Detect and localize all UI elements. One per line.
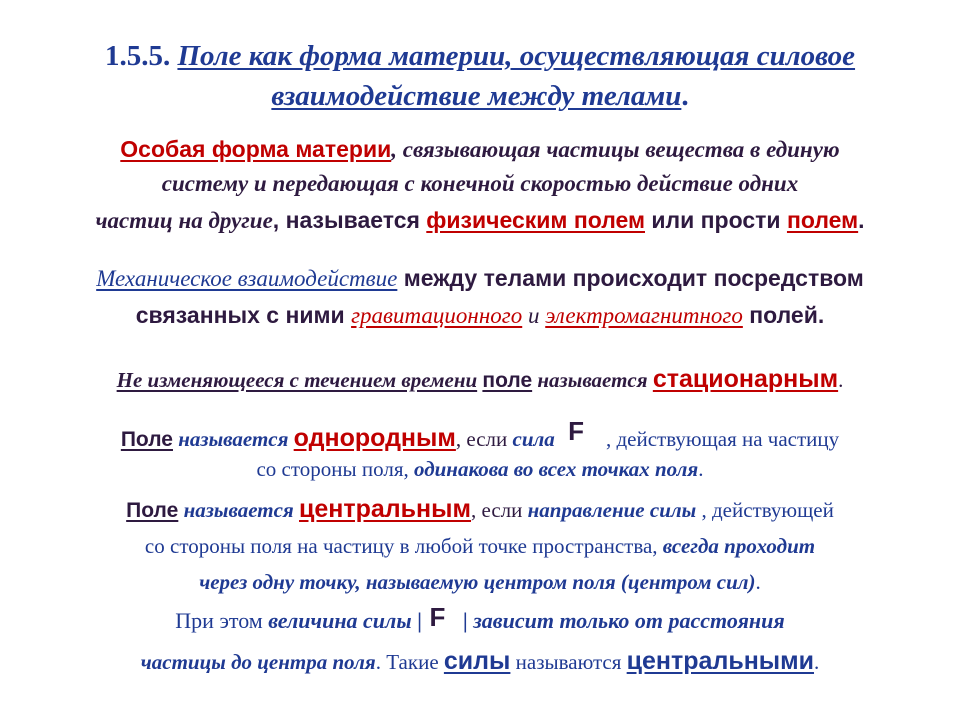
term-central: центральным	[299, 495, 471, 523]
paragraph-1-line-2: систему и передающая с конечной скоростью действие одних	[161, 171, 799, 196]
paragraph-1-line-3: частиц на другие, называется физическим полем или прости полем.	[95, 207, 865, 233]
term-special-form: Особая форма материи	[120, 136, 392, 162]
paragraph-5-line-1: Поле называется центральным, если направление силы , действующей	[126, 495, 834, 523]
paragraph-4-line-2: со стороны поля, одинакова во всех точках поля.	[256, 457, 704, 481]
paragraph-6-line-2: частицы до центра поля. Такие силы называются центральными.	[140, 647, 820, 675]
paragraph-2-line-1: Механическое взаимодействие между телами происходит посредством	[96, 265, 864, 291]
section-title-line2: взаимодействие между телами.	[271, 80, 689, 112]
force-magnitude-symbol: F	[429, 602, 446, 632]
term-stationary: стационарным	[652, 365, 839, 393]
section-title: 1.5.5. Поле как форма материи, осуществляющая силовое	[104, 40, 856, 72]
paragraph-5-line-2: со стороны поля на частицу в любой точке пространства, всегда проходит	[144, 534, 816, 558]
term-central-forces: центральными	[626, 647, 815, 675]
section-number: 1.5.5	[104, 40, 163, 72]
term-gravitational: гравитационного	[351, 303, 523, 328]
paragraph-6-line-1: При этом величина силы | F | зависит только от расстояния	[175, 602, 785, 633]
term-forces: силы	[443, 647, 511, 675]
term-electromagnetic: электромагнитного	[545, 303, 743, 328]
force-vector-symbol: F	[568, 416, 584, 446]
title-text-line2: взаимодействие между телами	[271, 80, 682, 112]
paragraph-3: Не изменяющееся с течением времени поле называется стационарным.	[116, 365, 844, 393]
paragraph-2-line-2: связанных с ними гравитационного и электромагнитного полей.	[135, 302, 825, 328]
paragraph-4-line-1: Поле называется однородным, если сила F , действующая на частицу	[120, 416, 840, 452]
term-homogeneous: однородным	[293, 424, 456, 452]
paragraph-1-line-1: Особая форма материи, связывающая частицы вещества в единую	[120, 136, 840, 162]
term-field: полем	[786, 207, 859, 233]
paragraph-5-line-3: через одну точку, называемую центром поля (центром сил).	[199, 570, 761, 594]
term-physical-field: физическим полем	[426, 207, 645, 233]
title-text-line1: Поле как форма материи, осуществляющая силовое	[177, 40, 856, 72]
term-mechanical-interaction: Механическое взаимодействие	[96, 266, 398, 291]
